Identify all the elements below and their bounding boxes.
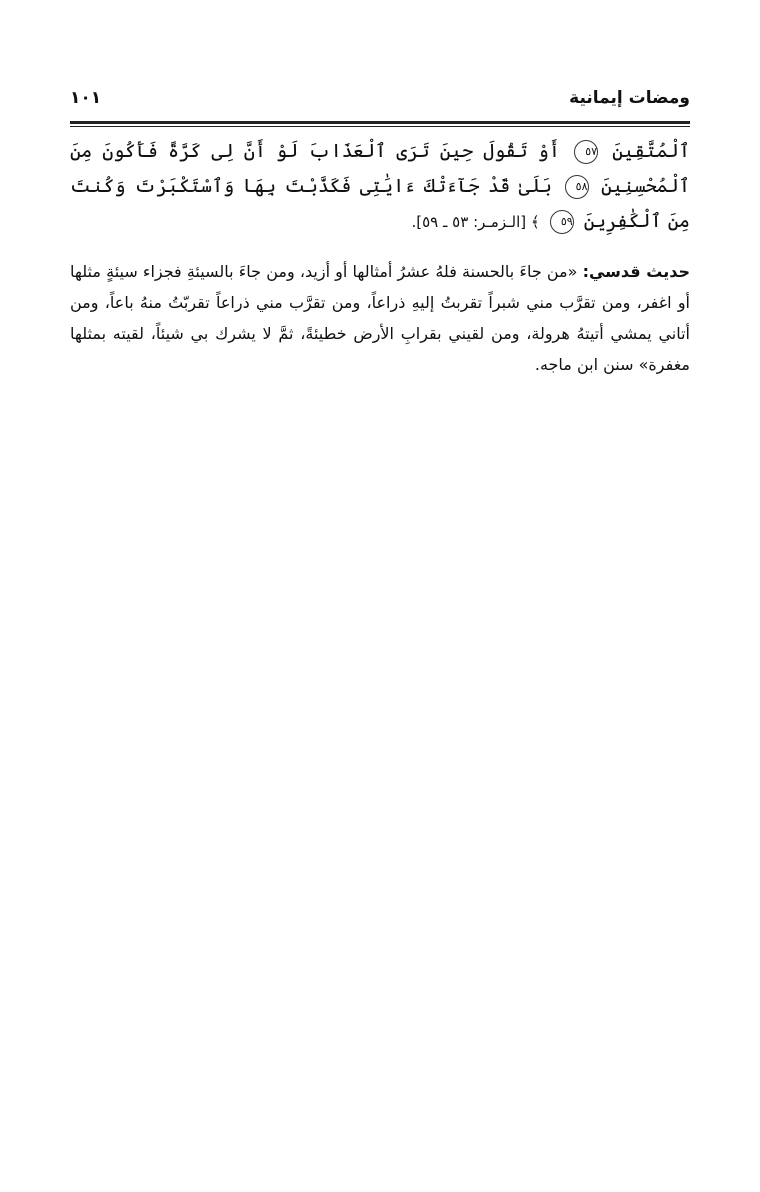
hadith-text: «من جاءَ بالحسنة فلهُ عشرُ أمثالها أو أزيد، ومن جاءَ بالسيئةِ فجزاء سيئةٍ مثلها أو اغفر، ومن تقرَّب مني شبراً تقربتُ إليهِ ذراعاً، ومن تقرَّب مني ذراعاً تقربّتُ منهُ باعاً، ومن أتاني يمشي أتيتهُ هرولة، ومن لقيني بقرابِ الأرض خطيئةً، ثمَّ لا يشرك بي شيئاً، لقيته بمثلها مغفرة» سنن ابن ماجه. (70, 262, 690, 374)
ayah-number-57: ٥٧ (574, 140, 598, 164)
surah-reference: ﴾ [الـزمـر: ٥٣ ـ ٥٩]. (411, 213, 540, 231)
hadith-label: حديث قدسي: (582, 262, 691, 281)
quran-verses (70, 134, 690, 240)
verse-text-3: بَلَىٰ قَدْ جَآءَتْكَ ءَايَٰتِى فَكَذَّبْتَ بِهَا وَٱسْتَكْبَرْتَ وَكُنتَ مِنَ ٱلْكَٰفِرِينَ (70, 175, 690, 232)
header-rule-thick (70, 121, 690, 124)
ayah-number-58: ٥٨ (565, 175, 589, 199)
running-title: ومضات إيمانية (569, 88, 690, 108)
page-number: ١٠١ (70, 88, 102, 108)
header-rule-thin (70, 126, 690, 127)
verse-text-1: ٱلْمُتَّقِينَ (612, 140, 691, 162)
ayah-number-59: ٥٩ (550, 210, 574, 234)
page-header (70, 86, 690, 118)
verse-text-2: أَوْ تَقُولَ حِينَ تَرَى ٱلْعَذَابَ لَوْ أَنَّ لِى كَرَّةً فَأَكُونَ مِنَ ٱلْمُحْسِنِينَ (70, 140, 690, 197)
hadith-paragraph (70, 256, 690, 380)
